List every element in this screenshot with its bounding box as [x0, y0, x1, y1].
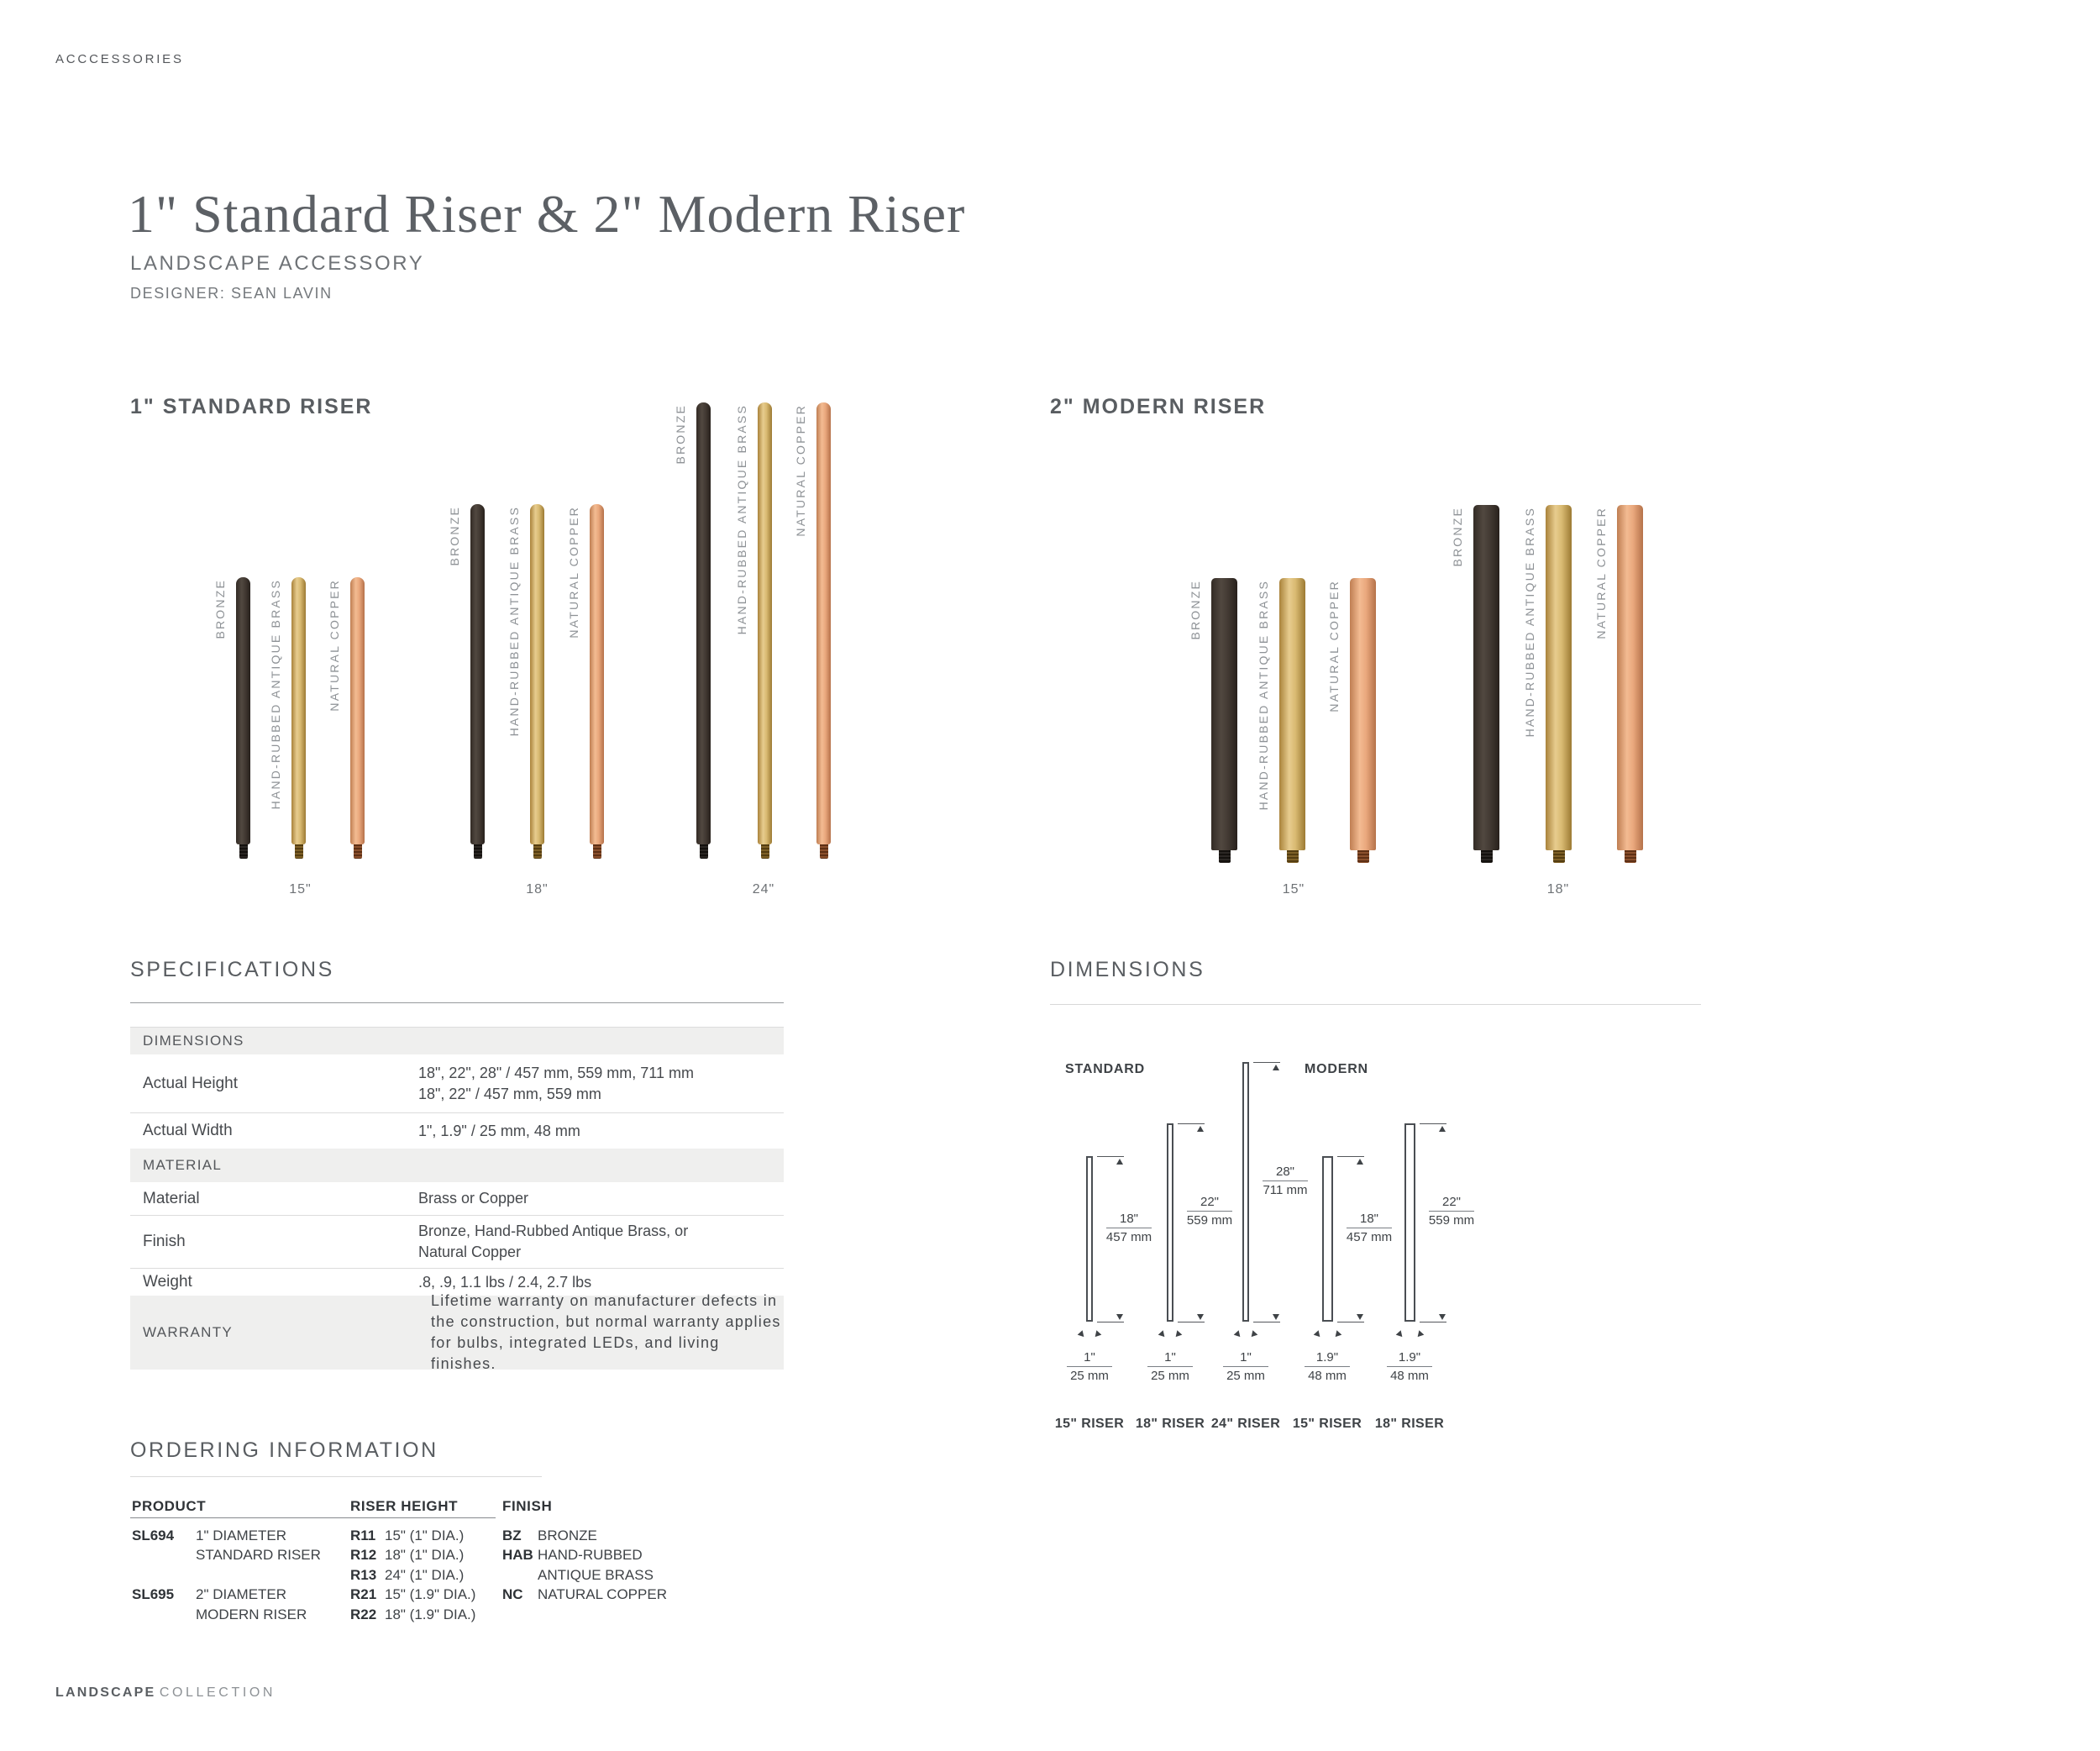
diagram-width-dimension	[1060, 1350, 1119, 1383]
riser-tip-copper	[1625, 850, 1636, 863]
height-mm: 457 mm	[1105, 1229, 1152, 1244]
riser-finish-label: NATURAL COPPER	[328, 579, 341, 712]
riser-finish-label: HAND-RUBBED ANTIQUE BRASS	[507, 506, 521, 737]
ordering-heading-rule	[130, 1476, 542, 1477]
riser-tip-brass	[761, 844, 769, 859]
dimensions-category-modern: MODERN	[1305, 1062, 1368, 1076]
spec-value-line: Bronze, Hand-Rubbed Antique Brass, or	[418, 1223, 689, 1239]
width-inches: 1.9"	[1398, 1350, 1421, 1365]
fraction-bar	[1147, 1366, 1193, 1367]
riser-finish-label: BRONZE	[1189, 580, 1202, 640]
riser-tip-copper	[820, 844, 828, 859]
height-mm: 559 mm	[1186, 1213, 1233, 1228]
specifications-rule	[130, 1002, 784, 1003]
ordering-row	[130, 1528, 651, 1547]
height-mm: 457 mm	[1346, 1229, 1393, 1244]
diagram-height-dimension	[1180, 1195, 1239, 1228]
width-inches: 1"	[1084, 1350, 1095, 1365]
ordering-riser-desc: 18" (1.9" DIA.)	[385, 1606, 476, 1622]
riser-tip-brass	[1287, 850, 1299, 863]
ordering-product-desc: 2" DIAMETER	[196, 1586, 287, 1603]
fraction-bar	[1429, 1211, 1474, 1212]
diagram-height-dimension	[1340, 1212, 1399, 1244]
dimensions-heading: DIMENSIONS	[1050, 958, 1205, 981]
ordering-product-desc: MODERN RISER	[196, 1606, 307, 1622]
riser-tip-bronze	[474, 844, 482, 859]
diagram-top-arrow	[1273, 1065, 1279, 1070]
ordering-product-desc: 1" DIAMETER	[196, 1528, 287, 1543]
riser-finish-label: BRONZE	[1451, 507, 1464, 567]
diagram-width-arrow-right	[1332, 1330, 1341, 1339]
diagram-riser-outline	[1242, 1062, 1249, 1322]
height-inches: 22"	[1200, 1195, 1219, 1209]
diagram-riser-outline	[1086, 1156, 1093, 1322]
ordering-riser-code: R21	[350, 1586, 377, 1603]
page-title: 1" Standard Riser & 2" Modern Riser	[128, 184, 966, 244]
ordering-riser-code: R13	[350, 1566, 377, 1583]
ordering-finish-desc: HAND-RUBBED	[538, 1547, 643, 1564]
diagram-bottom-arrow	[1357, 1314, 1363, 1320]
fraction-bar	[1305, 1366, 1350, 1367]
ordering-finish-code: BZ	[502, 1528, 522, 1543]
riser-rod-bronze	[1211, 578, 1237, 850]
spec-value-line: Lifetime warranty on manufacturer defects in	[431, 1292, 778, 1309]
riser-finish-label: NATURAL COPPER	[567, 506, 580, 639]
diagram-top-arrow	[1116, 1159, 1123, 1165]
height-inches: 22"	[1441, 1195, 1461, 1209]
riser-rod-brass	[1546, 505, 1572, 850]
riser-finish-label: NATURAL COPPER	[1327, 580, 1341, 712]
riser-tip-copper	[1357, 850, 1369, 863]
diagram-bottom-arrow	[1273, 1314, 1279, 1320]
diagram-width-dimension	[1298, 1350, 1357, 1383]
diagram-top-extension-line	[1253, 1062, 1280, 1063]
diagram-width-arrow-left	[1313, 1330, 1322, 1339]
width-mm: 25 mm	[1151, 1369, 1189, 1383]
ordering-header-rule	[130, 1517, 496, 1518]
diagram-riser-name: 18" RISER	[1135, 1417, 1205, 1431]
width-mm: 25 mm	[1070, 1369, 1109, 1383]
dimensions-category-standard: STANDARD	[1065, 1062, 1145, 1076]
width-inches: 1.9"	[1315, 1350, 1339, 1365]
spec-row-weight: Weight .8, .9, 1.1 lbs / 2.4, 2.7 lbs	[143, 1273, 592, 1291]
riser-rod-copper	[350, 577, 365, 844]
riser-size-label: 18"	[1546, 882, 1570, 897]
diagram-riser-name: 24" RISER	[1210, 1417, 1281, 1431]
diagram-riser-outline	[1167, 1123, 1173, 1322]
riser-tip-brass	[533, 844, 542, 859]
ordering-riser-code: R11	[350, 1528, 376, 1543]
spec-row-actual-height: Actual Height 18", 22", 28" / 457 mm, 559 mm, 711 mm 18", 22" / 457 mm, 559 mm	[130, 1054, 784, 1113]
spec-row-material: Material Brass or Copper	[130, 1182, 784, 1216]
riser-finish-label: HAND-RUBBED ANTIQUE BRASS	[735, 404, 748, 635]
diagram-height-dimension	[1100, 1212, 1158, 1244]
riser-tip-copper	[354, 844, 362, 859]
riser-tip-brass	[1553, 850, 1565, 863]
width-mm: 25 mm	[1226, 1369, 1265, 1383]
dimensions-rule	[1050, 1004, 1701, 1005]
height-inches: 28"	[1275, 1164, 1294, 1179]
ordering-col-finish: FINISH	[502, 1498, 553, 1514]
riser-rod-bronze	[1473, 505, 1499, 850]
diagram-width-arrow-left	[1078, 1330, 1087, 1339]
diagram-width-arrow-left	[1395, 1330, 1404, 1339]
height-mm: 711 mm	[1263, 1182, 1308, 1197]
ordering-riser-code: R22	[350, 1606, 377, 1622]
page-subtitle: LANDSCAPE ACCESSORY	[130, 252, 425, 275]
riser-tip-bronze	[1219, 850, 1231, 863]
ordering-finish-desc: ANTIQUE BRASS	[538, 1566, 654, 1583]
width-inches: 1"	[1240, 1350, 1252, 1365]
diagram-width-arrow-left	[1158, 1330, 1168, 1339]
diagram-top-extension-line	[1337, 1156, 1364, 1157]
spec-row-finish: Finish Bronze, Hand-Rubbed Antique Brass, or Natural Copper	[130, 1216, 784, 1269]
spec-value-line: Natural Copper	[418, 1244, 522, 1260]
fraction-bar	[1263, 1180, 1308, 1181]
width-mm: 48 mm	[1390, 1369, 1429, 1383]
riser-rod-bronze	[696, 402, 711, 844]
diagram-top-arrow	[1197, 1126, 1204, 1132]
ordering-finish-code: NC	[502, 1586, 523, 1603]
diagram-width-dimension	[1380, 1350, 1439, 1383]
footer-brand: LANDSCAPE	[55, 1685, 156, 1700]
riser-tip-copper	[593, 844, 601, 859]
designer-credit: DESIGNER: SEAN LAVIN	[130, 285, 333, 302]
ordering-finish-code: HAB	[502, 1547, 533, 1564]
riser-finish-label: NATURAL COPPER	[794, 404, 807, 537]
riser-rod-brass	[530, 504, 544, 844]
riser-tip-brass	[295, 844, 303, 859]
riser-tip-bronze	[239, 844, 248, 859]
riser-rod-brass	[291, 577, 306, 844]
diagram-top-extension-line	[1420, 1123, 1446, 1124]
diagram-height-dimension	[1256, 1165, 1315, 1197]
diagram-width-arrow-left	[1234, 1330, 1243, 1339]
ordering-product-desc: STANDARD RISER	[196, 1547, 321, 1564]
diagram-width-arrow-right	[1415, 1330, 1424, 1339]
spec-band-label: DIMENSIONS	[143, 1033, 244, 1049]
spec-row-warranty: WARRANTY Lifetime warranty on manufacturer defects in the construction, but normal warranty applies for bulbs, integrated LEDs, and living finishes.	[130, 1296, 784, 1370]
specifications-heading: SPECIFICATIONS	[130, 958, 334, 981]
diagram-bottom-arrow	[1116, 1314, 1123, 1320]
standard-riser-heading: 1" STANDARD RISER	[130, 395, 373, 418]
specifications-table	[130, 1027, 784, 1370]
diagram-riser-name: 18" RISER	[1374, 1417, 1445, 1431]
ordering-riser-code: R12	[350, 1547, 377, 1564]
ordering-col-riser-height: RISER HEIGHT	[350, 1498, 459, 1514]
ordering-col-product: PRODUCT	[132, 1498, 207, 1514]
riser-rod-bronze	[236, 577, 250, 844]
width-inches: 1"	[1164, 1350, 1176, 1365]
riser-tip-bronze	[1481, 850, 1493, 863]
ordering-row	[130, 1547, 651, 1566]
footer-collection-label: COLLECTION	[159, 1685, 276, 1700]
diagram-riser-name: 15" RISER	[1054, 1417, 1125, 1431]
riser-size-label: 18"	[526, 882, 549, 897]
riser-size-label: 24"	[752, 882, 775, 897]
spec-band-material	[130, 1149, 784, 1182]
ordering-finish-desc: BRONZE	[538, 1528, 597, 1543]
height-inches: 18"	[1119, 1211, 1138, 1226]
riser-rod-copper	[816, 402, 831, 844]
fraction-bar	[1067, 1366, 1112, 1367]
width-mm: 48 mm	[1308, 1369, 1347, 1383]
ordering-heading: ORDERING INFORMATION	[130, 1438, 438, 1462]
diagram-bottom-arrow	[1439, 1314, 1446, 1320]
ordering-riser-desc: 15" (1" DIA.)	[385, 1528, 465, 1543]
riser-finish-label: BRONZE	[213, 579, 227, 639]
riser-rod-bronze	[470, 504, 485, 844]
ordering-row	[130, 1606, 651, 1626]
riser-size-label: 15"	[289, 882, 312, 897]
ordering-riser-desc: 18" (1" DIA.)	[385, 1547, 465, 1564]
spec-value-line: the construction, but normal warranty applies	[431, 1313, 781, 1330]
riser-finish-label: HAND-RUBBED ANTIQUE BRASS	[269, 579, 282, 810]
diagram-riser-outline	[1404, 1123, 1415, 1322]
diagram-height-dimension	[1422, 1195, 1481, 1228]
ordering-finish-desc: NATURAL COPPER	[538, 1586, 667, 1603]
modern-riser-heading: 2" MODERN RISER	[1050, 395, 1267, 418]
riser-rod-copper	[1617, 505, 1643, 850]
ordering-row	[130, 1566, 654, 1586]
footer-collection	[55, 1685, 276, 1701]
riser-finish-label: BRONZE	[448, 506, 461, 566]
spec-band-label: MATERIAL	[143, 1157, 223, 1173]
riser-finish-label: HAND-RUBBED ANTIQUE BRASS	[1257, 580, 1270, 811]
riser-rod-copper	[590, 504, 604, 844]
riser-finish-label: HAND-RUBBED ANTIQUE BRASS	[1523, 507, 1536, 738]
riser-rod-brass	[758, 402, 772, 844]
ordering-riser-desc: 24" (1" DIA.)	[385, 1566, 465, 1583]
fraction-bar	[1387, 1366, 1432, 1367]
spec-value-line: 18", 22" / 457 mm, 559 mm	[418, 1085, 601, 1102]
ordering-riser-desc: 15" (1.9" DIA.)	[385, 1586, 476, 1603]
spec-value-line: for bulbs, integrated LEDs, and living finishes.	[431, 1334, 720, 1372]
diagram-riser-outline	[1322, 1156, 1333, 1322]
riser-rod-copper	[1350, 578, 1376, 850]
diagram-riser-name: 15" RISER	[1292, 1417, 1362, 1431]
diagram-top-extension-line	[1178, 1123, 1205, 1124]
ordering-product-code: SL695	[132, 1586, 175, 1603]
fraction-bar	[1223, 1366, 1268, 1367]
diagram-width-arrow-right	[1093, 1330, 1102, 1339]
diagram-width-arrow-right	[1249, 1330, 1258, 1339]
spec-row-actual-width: Actual Width 1", 1.9" / 25 mm, 48 mm	[143, 1122, 580, 1139]
ordering-row	[130, 1586, 667, 1606]
diagram-width-arrow-right	[1173, 1330, 1183, 1339]
spec-band-dimensions	[130, 1027, 784, 1054]
diagram-top-extension-line	[1097, 1156, 1124, 1157]
riser-finish-label: NATURAL COPPER	[1594, 507, 1608, 639]
fraction-bar	[1187, 1211, 1232, 1212]
diagram-top-arrow	[1357, 1159, 1363, 1165]
riser-size-label: 15"	[1282, 882, 1305, 897]
riser-tip-bronze	[700, 844, 708, 859]
ordering-table	[130, 1528, 667, 1626]
diagram-bottom-arrow	[1197, 1314, 1204, 1320]
spec-value-line: 18", 22", 28" / 457 mm, 559 mm, 711 mm	[418, 1064, 694, 1081]
diagram-width-dimension	[1141, 1350, 1200, 1383]
diagram-top-arrow	[1439, 1126, 1446, 1132]
diagram-width-dimension	[1216, 1350, 1275, 1383]
ordering-product-code: SL694	[132, 1528, 175, 1543]
height-inches: 18"	[1359, 1211, 1378, 1226]
eyebrow-accessories: ACCCESSORIES	[55, 52, 184, 66]
riser-rod-brass	[1279, 578, 1305, 850]
riser-finish-label: BRONZE	[674, 404, 687, 465]
height-mm: 559 mm	[1428, 1213, 1475, 1228]
